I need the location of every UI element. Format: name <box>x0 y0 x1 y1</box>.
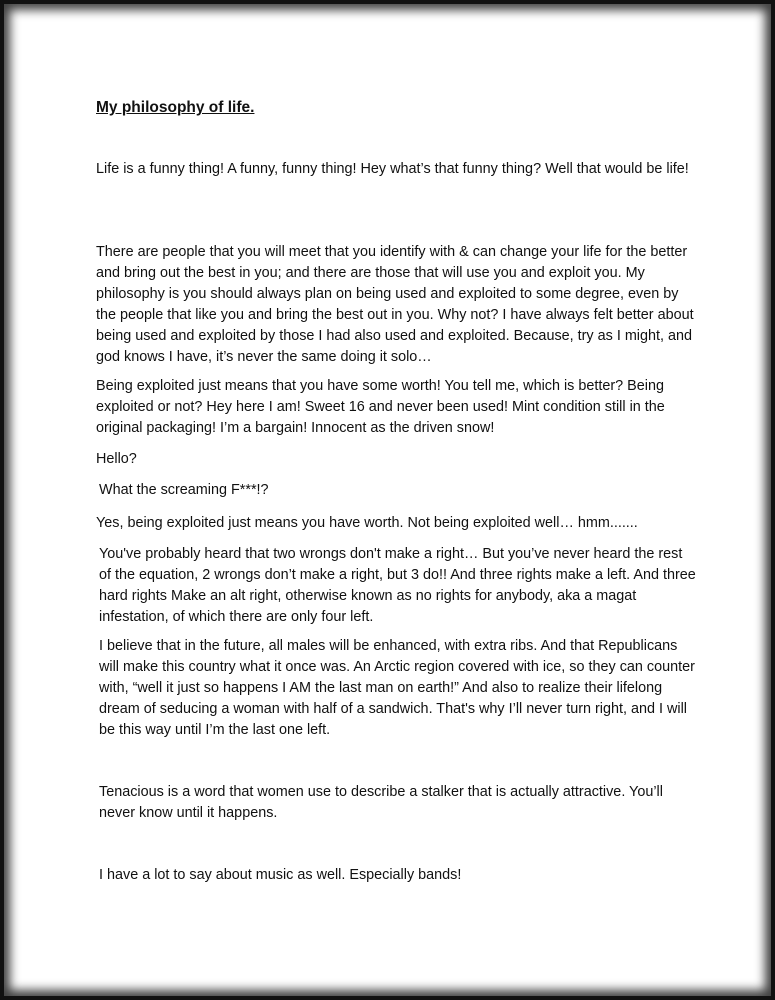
paragraph-5: What the screaming F***!? <box>99 482 269 498</box>
paragraph-4: Hello? <box>96 451 137 467</box>
paragraph-9: Tenacious is a word that women use to describe a stalker that is actually attractive. You’ll never know until it happens. <box>99 784 663 821</box>
paragraph-7: You've probably heard that two wrongs don't make a right… But you’ve never heard the rest of the equation, 2 wrongs don’t make a right, but 3 do!! And three rights make a left. And three hard rights Make an alt right, otherwise known as no rights for anybody, aka a magat infestation, of which there are only four left. <box>99 546 696 625</box>
paragraph-2: There are people that you will meet that you identify with & can change your life for the better and bring out the best in you; and there are those that will use you and exploit you. My philosophy is you should always plan on being used and exploited to some degree, even by the people that like you and bring the best out in you. Why not? I have always felt better about being used and exploited by those I had also used and exploited. Because, try as I might, and god knows I have, it’s never the same doing it solo… <box>96 244 694 365</box>
document-title: My philosophy of life. <box>96 99 255 116</box>
paragraph-8: I believe that in the future, all males will be enhanced, with extra ribs. And that Republicans will make this country what it once was. An Arctic region covered with ice, so they can counter with, “well it just so happens I AM the last man on earth!” And also to realize their lifelong dream of seducing a woman with half of a sandwich. That's why I’ll never turn right, and I will be this way until I’m the last one left. <box>99 638 695 738</box>
paragraph-6: Yes, being exploited just means you have worth. Not being exploited well… hmm....... <box>96 515 638 531</box>
paragraph-1: Life is a funny thing! A funny, funny thing! Hey what’s that funny thing? Well that would be life! <box>96 161 689 177</box>
paragraph-3: Being exploited just means that you have some worth! You tell me, which is better? Being exploited or not? Hey here I am! Sweet 16 and never been used! Mint condition still in the original packaging! I’m a bargain! Innocent as the driven snow! <box>96 378 665 436</box>
paragraph-10: I have a lot to say about music as well. Especially bands! <box>99 867 462 883</box>
